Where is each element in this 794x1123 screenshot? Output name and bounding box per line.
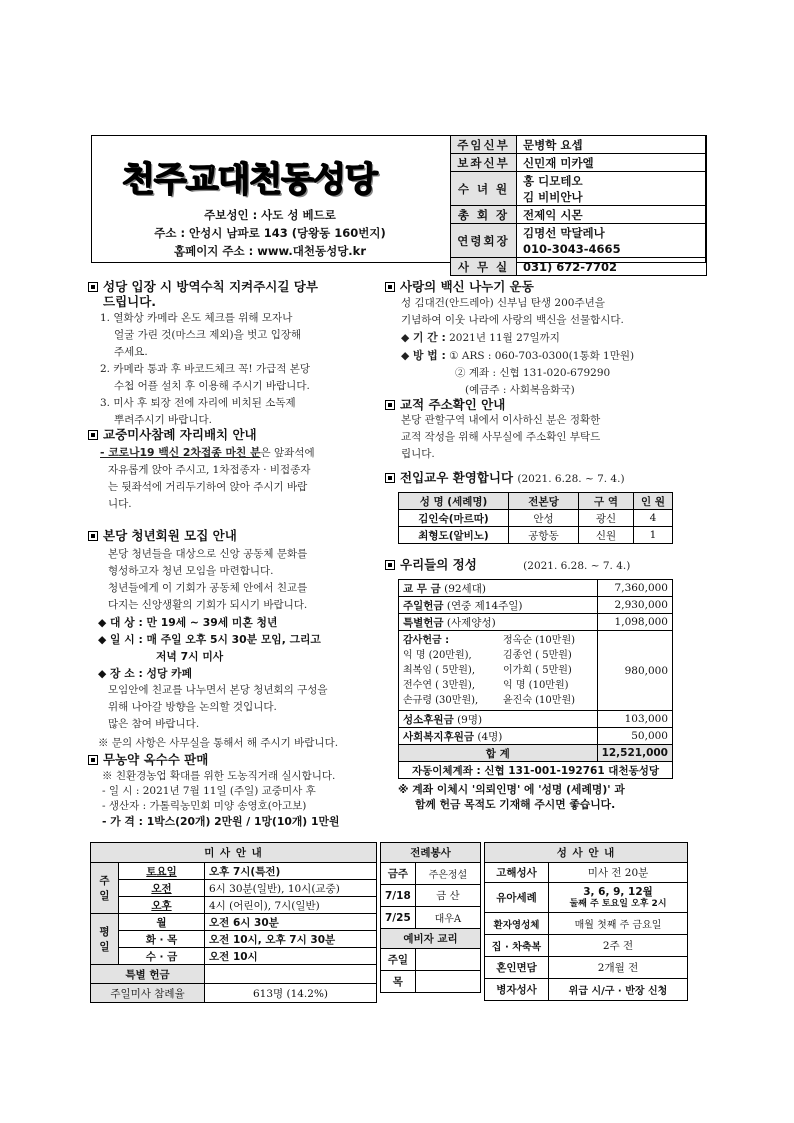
parish-info <box>92 136 448 261</box>
section-title: 본당 청년회원 모집 안내 <box>103 528 237 543</box>
staff-name: 김명선 막달레나 010-3043-4665 <box>517 224 707 258</box>
parish-title: 천주교대천동성당 <box>122 160 377 200</box>
section-title: 무농약 옥수수 판매 <box>103 752 209 767</box>
table-row: 주일헌금 (연중 제14주일) 2,930,000 <box>399 597 673 614</box>
thanks-row: 감사헌금 : 정옥순 (10만원) 익 명 (20만원), 김종언 ( 5만원) 최복임 ( 5만원), 이가희 ( 5만원) 전수연 ( 3만원), 익 명 (10만원) 손규령 (30만원), 윤진숙 (10만원) 980,000 <box>399 631 673 711</box>
mass-schedule-table: 미 사 안 내 주일 토요일 오후 7시(특전) 오전 6시 30분(일반), 10시(교중) 오후 4시 (어린이), 7시(일반) 평일 월 오전 6시 30분 화 · 목 오전 10시, 오후 7시 30분 수 · 금 오전 10시 특별 헌금 주일미사 참례율 613명 (14.2%) <box>90 842 377 1003</box>
section-title: 교적 주소확인 안내 <box>400 397 506 412</box>
section-title: 사랑의 백신 나누기 운동 <box>400 279 534 294</box>
section-title: 성당 입장 시 방역수칙 지켜주시길 당부 <box>103 279 318 294</box>
section-title: 전입교우 환영합니다 <box>400 470 514 485</box>
square-bullet-icon <box>88 430 98 440</box>
section-corn-sale: 무농약 옥수수 판매 ※ 친환경농업 확대를 위한 도농직거래 실시합니다. - 일 시 : 2021년 7월 11일 (주일) 교중미사 후 - 생산자 : 가톨릭농민회 미양 송영호(아고보) - 가 격 : 1박스(20개) 2만원 / 1망(10개) 1만원 <box>88 752 373 829</box>
staff-role: 주임신부 <box>451 136 517 154</box>
homepage-link[interactable]: www.대천동성당.kr <box>257 244 366 258</box>
mass-title: 미 사 안 내 <box>91 843 377 863</box>
table-header-row: 성 명 (세례명) 전본당 구 역 인 원 <box>399 493 673 510</box>
square-bullet-icon <box>88 282 98 292</box>
staff-role: 연령회장 <box>451 224 517 258</box>
square-bullet-icon <box>385 400 395 410</box>
sacrament-table: 성 사 안 내 고해성사 미사 전 20분 유아세례 3, 6, 9, 12월 둘째 주 토요일 오후 2시 환자영성체 매월 첫째 주 금요일 집 · 차축복 2주 전 혼인면담 2개월 전 병자성사 위급 시/구 · 반장 신청 <box>484 842 688 1001</box>
section-seating: 교중미사참례 자리배치 안내 - 코로나19 백신 2차접종 마친 분은 앞좌석에 자유롭게 앉아 주시고, 1차접종자 · 비접종자 는 뒷좌석에 거리두기하여 앉아 주시기 바랍 니다. <box>88 427 373 513</box>
staff-role: 총 회 장 <box>451 206 517 224</box>
total-row: 합 계 12,521,000 <box>399 745 673 762</box>
section-offerings: 우리들의 정성 (2021. 6.28. ~ 7. 4.) 교 무 금 (92세대) 7,360,000 주일헌금 (연중 제14주일) 2,930,000 특별헌금 (사제양성) 1,098,000 감사헌금 : 정옥순 (10만원) 익 명 (20만원), 김종언 ( 5만원) 최복임 ( 5만원), 이가희 ( 5만원) 전수연 ( 3만원), 익 명 (10만원) 손규령 (30만원), 윤진숙 (10만원) 980,000 성소후원금 (9명) 103,000 사회복지후원금 (4명) 50,000 합 계 12,521,000 자동이체계좌 : 신협 131-001-192761 대천동성당 ※ 계좌 이체시 '의뢰인명' 에 '성명 (세례명)' 과 함께 헌금 목적도 기재해 주시면 좋습니다. <box>385 557 690 812</box>
table-row: 사회복지후원금 (4명) 50,000 <box>399 728 673 745</box>
staff-name: 문병학 요셉 <box>517 136 707 154</box>
address: 주소 : 안성시 남파로 143 (당왕동 160번지) <box>154 226 386 240</box>
homepage-line: 홈페이지 주소 : www.대천동성당.kr <box>173 244 366 258</box>
section-address-check: 교적 주소확인 안내 본당 관할구역 내에서 이사하신 분은 정확한 교적 작성을 위해 사무실에 주소확인 부탁드 립니다. <box>385 397 685 463</box>
section-title: 교중미사참례 자리배치 안내 <box>103 427 257 442</box>
section-youth: 본당 청년회원 모집 안내 본당 청년들을 대상으로 신앙 공동체 문화를 형성하고자 청년 모임을 마련합니다. 청년들에게 이 기회가 공동체 안에서 친교를 다지는 신앙생활의 기회가 되시기 바랍니다. ◆ 대 상 : 만 19세 ~ 39세 미혼 청년 ◆ 일 시 : 매 주일 오후 5시 30분 모임, 그리고 저녁 7시 미사 ◆ 장 소 : 성당 카페 모임안에 친교를 나누면서 본당 청년회의 구성을 위해 나아갈 방향을 논의할 것입니다. 많은 참여 바랍니다. ※ 문의 사항은 사무실을 통해서 해 주시기 바랍니다. <box>88 528 373 752</box>
staff-table <box>450 135 707 276</box>
table-row: 특별헌금 (사제양성) 1,098,000 <box>399 614 673 631</box>
table-row: 교 무 금 (92세대) 7,360,000 <box>399 580 673 597</box>
staff-name: 신민재 미카엘 <box>517 154 707 172</box>
offerings-table <box>398 579 673 779</box>
staff-role: 보좌신부 <box>451 154 517 172</box>
bulletin-header <box>91 135 706 274</box>
newcomers-table <box>398 492 673 544</box>
square-bullet-icon <box>88 531 98 541</box>
staff-role: 수 녀 원 <box>451 172 517 206</box>
patron-saint: 주보성인 : 사도 성 베드로 <box>204 208 336 222</box>
table-row: 성소후원금 (9명) 103,000 <box>399 711 673 728</box>
staff-role: 사 무 실 <box>451 258 517 276</box>
square-bullet-icon <box>88 755 98 765</box>
staff-name: 전제익 시몬 <box>517 206 707 224</box>
section-vaccine: 사랑의 백신 나누기 운동 성 김대건(안드레아) 신부님 탄생 200주년을 기념하여 이웃 나라에 사랑의 백신을 선물합시다. ◆ 기 간 : 2021년 11월 27일까지 ◆ 방 법 : ① ARS : 060-703-0300(1통화 1만원) ② 계좌 : 신협 131-020-679290 (예금주 : 사회복음화국) <box>385 279 685 399</box>
table-row: 김인숙(마르따) 안성 광신 4 <box>399 510 673 527</box>
section-quarantine: 성당 입장 시 방역수칙 지켜주시길 당부 드립니다. 1. 열화상 카메라 온도 체크를 위해 모자나 얼굴 가린 것(마스크 제외)을 벗고 입장해 주세요. 2. 카메라 통과 후 바코드체크 꼭! 가급적 본당 수첩 어플 설치 후 이용해 주시기 바랍니다. 3. 미사 후 퇴장 전에 자리에 비치된 소독제 뿌려주시기 바랍니다. <box>88 279 373 429</box>
square-bullet-icon <box>385 560 395 570</box>
square-bullet-icon <box>385 282 395 292</box>
staff-name: 홍 디모테오 김 비비안나 <box>517 172 707 206</box>
office-phone: 031) 672-7702 <box>517 258 707 276</box>
section-newcomers: 전입교우 환영합니다 (2021. 6.28. ~ 7. 4.) 성 명 (세례명) 전본당 구 역 인 원 김인숙(마르따) 안성 광신 4 최형도(알비노) 공항동 신원 1 <box>385 470 690 544</box>
table-row: 최형도(알비노) 공항동 신원 1 <box>399 527 673 544</box>
square-bullet-icon <box>385 473 395 483</box>
section-title: 우리들의 정성 <box>400 557 477 572</box>
account-row: 자동이체계좌 : 신협 131-001-192761 대천동성당 <box>399 762 673 779</box>
liturgy-service-table: 전례봉사 금주 주은정설 7/18 금 산 7/25 대우A 예비자 교리 주일 목 <box>380 842 481 993</box>
